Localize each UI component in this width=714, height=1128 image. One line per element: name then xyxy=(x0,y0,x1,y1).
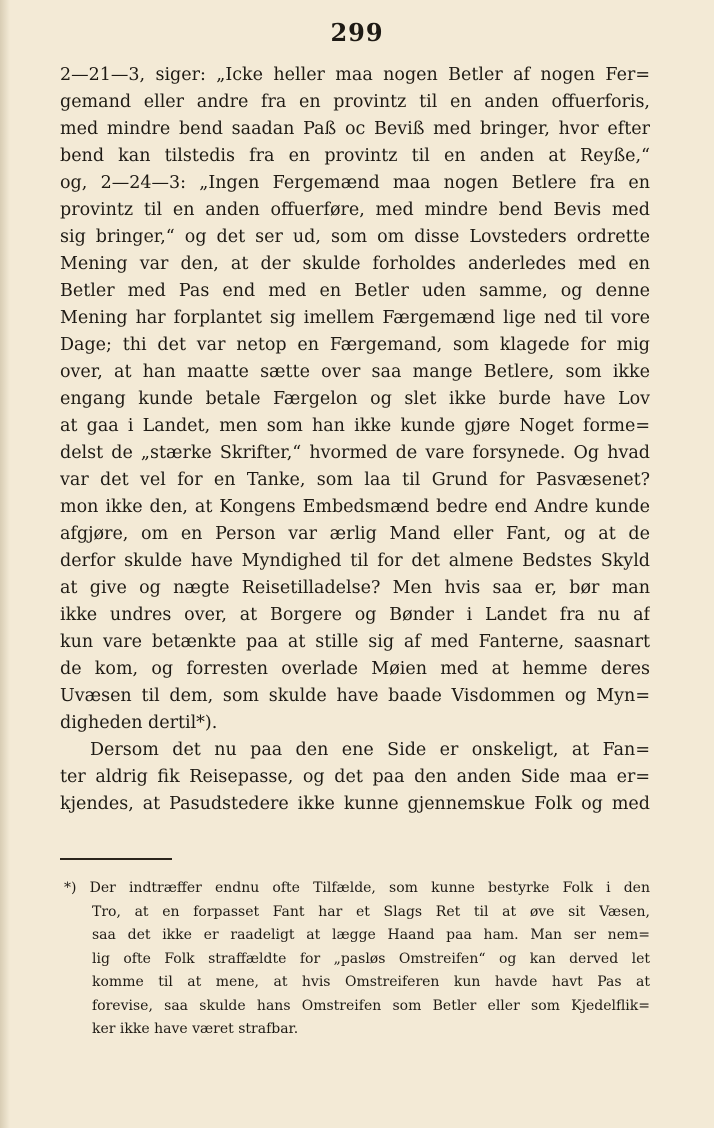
text-line: de kom, og forresten overlade Møien med at hemme deres xyxy=(60,659,650,679)
text-line: kjendes, at Pasudstedere ikke kunne gjennemskue Folk og med xyxy=(60,794,650,814)
text-line: Uvæsen til dem, som skulde have baade Visdommen og Myn= xyxy=(60,686,650,706)
text-line: Betler med Pas end med en Betler uden samme, og denne xyxy=(60,281,650,301)
text-line: var det vel for en Tanke, som laa til Grund for Pasvæsenet? xyxy=(60,470,650,490)
text-line: at give og nægte Reisetilladelse? Men hvis saa er, bør man xyxy=(60,578,650,598)
footnote-line: Tro, at en forpasset Fant har et Slags Ret til at øve sit Væsen, xyxy=(92,903,650,920)
text-line: og, 2—24—3: „Ingen Fergemænd maa nogen Betlere fra en xyxy=(60,173,650,193)
footnote-line: komme til at mene, at hvis Omstreiferen kun havde havt Pas at xyxy=(92,974,650,990)
text-line: derfor skulde have Myndighed til for det almene Bedstes Skyld xyxy=(60,551,650,571)
page-number: 299 xyxy=(330,18,384,47)
text-line: engang kunde betale Færgelon og slet ikke burde have Lov xyxy=(60,389,650,409)
text-line: Dage; thi det var netop en Færgemand, som klagede for mig xyxy=(60,335,650,355)
text-line: bend kan tilstedis fra en provintz til en anden at Reyße,“ xyxy=(60,146,650,166)
footnote-line: forevise, saa skulde hans Omstreifen som Betler eller som Kjedelflik= xyxy=(92,997,650,1014)
footnote xyxy=(60,877,650,1042)
text-line: over, at han maatte sætte over saa mange Betlere, som ikke xyxy=(60,362,650,382)
text-line: sig bringer,“ og det ser ud, som om disse Lovsteders ordrette xyxy=(60,227,650,247)
text-line: at gaa i Landet, men som han ikke kunde gjøre Noget forme= xyxy=(60,416,650,436)
text-line: ikke undres over, at Borgere og Bønder i Landet fra nu af xyxy=(60,605,650,625)
text-line: 2—21—3, siger: „Icke heller maa nogen Betler af nogen Fer= xyxy=(60,65,650,85)
text-line: med mindre bend saadan Paß oc Beviß med bringer, hvor efter xyxy=(60,119,650,139)
footnote-line-end: ker ikke have været strafbar. xyxy=(92,1021,299,1037)
text-line: kun vare betænkte paa at stille sig af med Fanterne, saasnart xyxy=(60,632,650,652)
footnote-line: saa det ikke er raadeligt at lægge Haand paa ham. Man ser nem= xyxy=(92,927,650,943)
text-line: delst de „stærke Skrifter,“ hvormed de vare forsynede. Og hvad xyxy=(60,443,650,463)
page-binding-edge xyxy=(0,0,10,1128)
text-line: provintz til en anden offuerføre, med mindre bend Bevis med xyxy=(60,200,650,220)
footnote-divider xyxy=(60,858,172,860)
text-line: gemand eller andre fra en provintz til en anden offuerforis, xyxy=(60,92,650,112)
text-line: Mening har forplantet sig imellem Færgemænd lige ned til vore xyxy=(60,308,650,328)
body-text xyxy=(60,62,650,818)
text-line: Mening var den, at der skulde forholdes anderledes med en xyxy=(60,254,650,274)
text-line: ter aldrig fik Reisepasse, og det paa den anden Side maa er= xyxy=(60,767,650,787)
text-line-paragraph-start: Dersom det nu paa den ene Side er onskeligt, at Fan= xyxy=(90,740,650,760)
footnote-line: lig ofte Folk straffældte for „pasløs Omstreifen“ og kan derved let xyxy=(92,950,650,967)
text-line: afgjøre, om en Person var ærlig Mand eller Fant, og at de xyxy=(60,524,650,544)
text-line-paragraph-end: digheden dertil*). xyxy=(60,713,218,733)
footnote-line: *) Der indtræffer endnu ofte Tilfælde, som kunne bestyrke Folk i den xyxy=(64,880,650,896)
text-line: mon ikke den, at Kongens Embedsmænd bedre end Andre kunde xyxy=(60,497,650,517)
